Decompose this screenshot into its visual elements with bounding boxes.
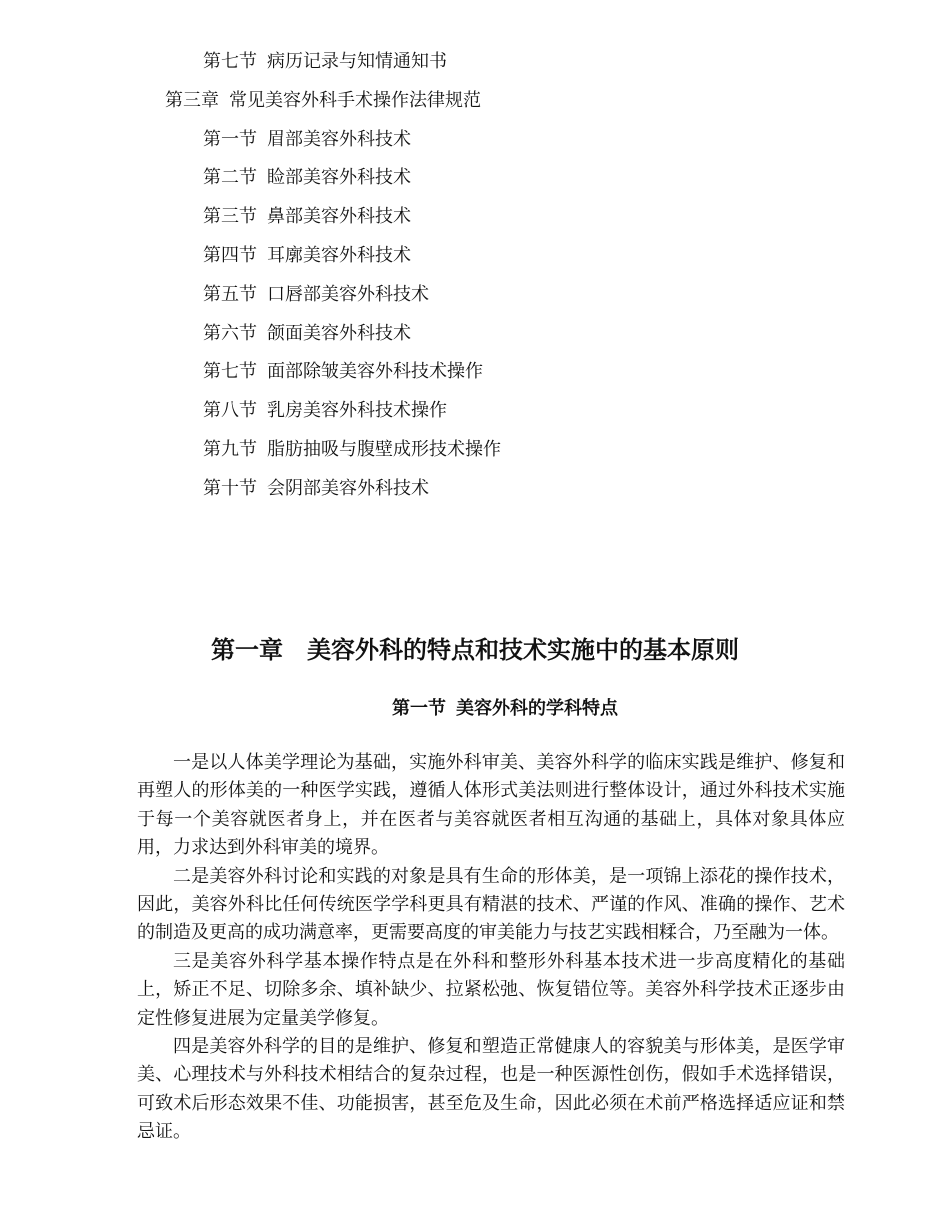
toc-entry-number: 第五节: [203, 283, 257, 305]
toc-entry-number: 第七节: [203, 51, 257, 72]
toc-entry: [0, 319, 950, 358]
toc-entry-number: 第九节: [203, 438, 257, 460]
toc-entry-title: 脂肪抽吸与腹壁成形技术操作: [267, 438, 501, 460]
toc-entry: [0, 474, 950, 513]
toc-entry: [0, 202, 950, 241]
toc-entry: [0, 357, 950, 396]
section-heading: [0, 694, 950, 724]
toc-entry-title: 耳廓美容外科技术: [267, 244, 411, 266]
toc-entry-title: 会阴部美容外科技术: [267, 477, 429, 499]
toc-entry-number: 第三章: [165, 89, 219, 111]
toc-entry: [0, 280, 950, 319]
toc-entry-number: 第八节: [203, 400, 257, 422]
toc-entry: [0, 47, 950, 86]
toc-entry-title: 常见美容外科手术操作法律规范: [229, 89, 481, 111]
toc-entry: [0, 125, 950, 164]
toc-chapter-entry: [0, 86, 950, 125]
toc-entry-title: 乳房美容外科技术操作: [267, 400, 447, 422]
paragraph: 四是美容外科学的目的是维护、修复和塑造正常健康人的容貌美与形体美，是医学审美、心理技术与外科技术相结合的复杂过程，也是一种医源性创伤，假如手术选择错误，可致术后形态效果不佳、功能损害，甚至危及生命，因此必须在术前严格选择适应证和禁忌证。: [137, 1036, 845, 1143]
section-title: 美容外科的学科特点: [456, 698, 618, 719]
toc-entry: [0, 241, 950, 280]
section-number: 第一节: [392, 698, 446, 719]
toc-entry-number: 第三节: [203, 206, 257, 228]
toc-entry: [0, 163, 950, 202]
toc-entry-number: 第七节: [203, 361, 257, 383]
toc-entry-title: 鼻部美容外科技术: [267, 206, 411, 228]
body-text: [137, 749, 845, 1147]
toc-entry-title: 病历记录与知情通知书: [267, 51, 447, 72]
toc-entry-title: 颌面美容外科技术: [267, 322, 411, 344]
chapter-heading: [0, 632, 950, 668]
toc-entry-number: 第一节: [203, 128, 257, 150]
toc-entry-number: 第四节: [203, 244, 257, 266]
toc-entry-number: 第二节: [203, 167, 257, 189]
toc-entry: [0, 435, 950, 474]
chapter-number: 第一章: [211, 636, 283, 664]
paragraph: 三是美容外科学基本操作特点是在外科和整形外科基本技术进一步高度精化的基础上，矫正不足、切除多余、填补缺少、拉紧松弛、恢复错位等。美容外科学技术正逐步由定性修复进展为定量美学修复。: [137, 950, 845, 1029]
toc-entry-title: 眉部美容外科技术: [267, 128, 411, 150]
toc-entry-title: 面部除皱美容外科技术操作: [267, 361, 483, 383]
toc-entry: [0, 396, 950, 435]
toc-entry-title: 睑部美容外科技术: [267, 167, 411, 189]
toc-entry-title: 口唇部美容外科技术: [267, 283, 429, 305]
toc-entry-number: 第六节: [203, 322, 257, 344]
chapter-title: 美容外科的特点和技术实施中的基本原则: [307, 636, 739, 664]
toc-entry-number: 第十节: [203, 477, 257, 499]
paragraph: 二是美容外科讨论和实践的对象是具有生命的形体美，是一项锦上添花的操作技术，因此，美容外科比任何传统医学学科更具有精湛的技术、严谨的作风、准确的操作、艺术的制造及更高的成功满意率，更需要高度的审美能力与技艺实践相糅合，乃至融为一体。: [137, 865, 845, 944]
table-of-contents: [0, 47, 950, 513]
paragraph: 一是以人体美学理论为基础，实施外科审美、美容外科学的临床实践是维护、修复和再塑人的形体美的一种医学实践，遵循人体形式美法则进行整体设计，通过外科技术实施于每一个美容就医者身上，并在医者与美容就医者相互沟通的基础上，具体对象具体应用，力求达到外科审美的境界。: [137, 752, 845, 859]
